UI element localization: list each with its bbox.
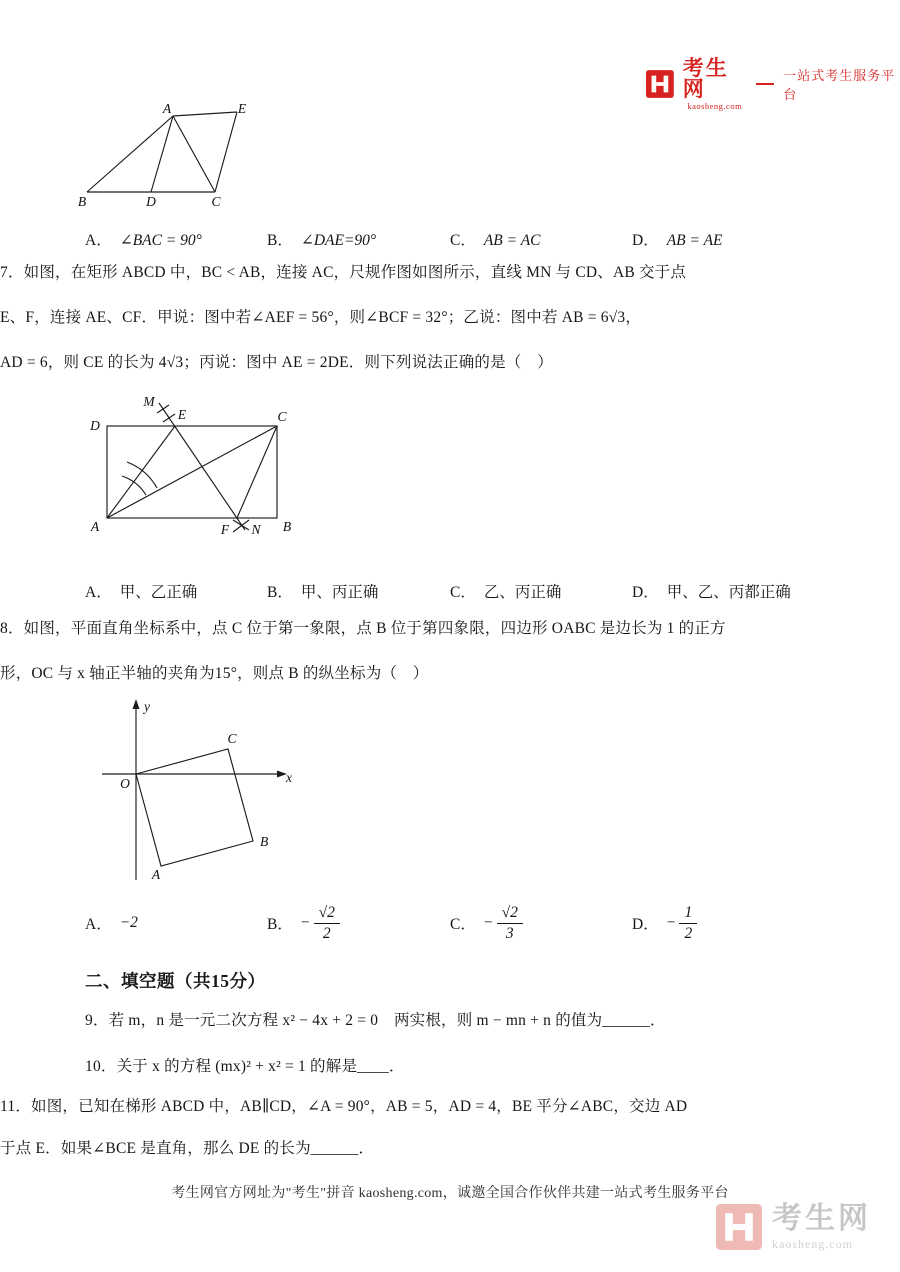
fig3-label-A: A xyxy=(151,867,161,882)
q8-options xyxy=(85,900,825,950)
q8-option-c-label: C． xyxy=(450,916,476,933)
q7-option-a-label: A． xyxy=(85,584,112,601)
fig3-label-C: C xyxy=(227,731,237,746)
fig3-label-B: B xyxy=(260,834,269,849)
q11-line-1: 11．如图，已知在梯形 ABCD 中，AB∥CD，∠A = 90°，AB = 5，AD = 4，BE 平分∠ABC，交边 AD xyxy=(0,1098,688,1115)
fig1-label-E: E xyxy=(237,104,247,116)
square-OABC xyxy=(136,749,253,866)
figure-q8-coordinate-square xyxy=(88,696,298,886)
q6-option-a-text: ∠BAC = 90° xyxy=(119,232,202,249)
q6-option-d xyxy=(632,228,723,250)
q7-option-b-label: B． xyxy=(267,584,293,601)
question-7-text xyxy=(0,250,686,385)
question-11-text xyxy=(0,1086,687,1170)
q7-option-d-text: 甲、乙、丙都正确 xyxy=(666,584,791,601)
brand-text xyxy=(683,58,747,111)
q8-option-c xyxy=(450,900,523,946)
fig1-label-D: D xyxy=(146,194,156,209)
q7-option-c-label: C． xyxy=(450,584,476,601)
q8-option-c-fraction xyxy=(497,904,523,941)
q8-line-1: 8．如图，平面直角坐标系中，点 C 位于第一象限，点 B 位于第四象限，四边形 OABC 是边长为 1 的正方 xyxy=(0,620,726,637)
section-2-title: 二、填空题（共15分） xyxy=(85,971,266,991)
fig2-label-N: N xyxy=(251,522,261,537)
q8-option-a xyxy=(85,900,138,946)
q7-line-3: AD = 6，则 CE 的长为 4√3；丙说：图中 AE = 2DE．则下列说法正确的是（ ） xyxy=(0,354,553,371)
q7-option-d-label: D． xyxy=(632,584,659,601)
fig2-label-C: C xyxy=(277,409,287,424)
fig3-label-y: y xyxy=(144,699,150,714)
q6-option-d-text: AB = AE xyxy=(666,232,723,249)
q8-option-a-label: A． xyxy=(85,916,112,933)
fig1-label-B: B xyxy=(77,194,87,209)
fig2-label-B: B xyxy=(282,519,292,534)
q6-option-a-label: A． xyxy=(85,232,112,249)
q7-option-b-text: 甲、丙正确 xyxy=(300,584,379,601)
y-axis-arrow xyxy=(133,699,140,709)
fig2-lines xyxy=(107,403,277,532)
q8-option-b-label: B． xyxy=(267,916,293,933)
q8-option-b-sign: − xyxy=(300,914,310,931)
q6-option-c-text: AB = AC xyxy=(483,232,541,249)
brand-name: 考生网 xyxy=(682,56,729,101)
question-9-text: 9．若 m，n 是一元二次方程 x² − 4x + 2 = 0 两实根，则 m − mn + n 的值为______． xyxy=(85,1012,666,1029)
q8-option-c-numerator: √2 xyxy=(497,904,523,923)
fig3-label-O: O xyxy=(120,776,130,791)
watermark-text xyxy=(772,1204,871,1250)
brand-logo-icon xyxy=(646,69,674,99)
q6-option-b xyxy=(267,228,376,250)
watermark-domain: kaosheng.com xyxy=(772,1237,853,1251)
watermark xyxy=(716,1204,871,1250)
fig2-label-F: F xyxy=(220,522,230,537)
q6-option-b-text: ∠DAE=90° xyxy=(300,232,377,249)
q8-option-b-fraction xyxy=(314,904,340,941)
q8-line-2: 形，OC 与 x 轴正半轴的夹角为15°，则点 B 的纵坐标为（ ） xyxy=(0,665,429,682)
q8-option-b xyxy=(267,900,340,946)
q8-option-d-numerator: 1 xyxy=(679,904,697,923)
watermark-logo-icon xyxy=(716,1204,762,1250)
q6-option-b-label: B． xyxy=(267,232,293,249)
fig3-axes xyxy=(102,706,282,880)
fig2-label-M: M xyxy=(143,396,155,409)
footer-note: 考生网官方网址为"考生"拼音 kaosheng.com，诚邀全国合作伙伴共建一站式考生服务平台 xyxy=(171,1186,729,1201)
q7-option-a-text: 甲、乙正确 xyxy=(119,584,198,601)
q8-option-b-numerator: √2 xyxy=(314,904,340,923)
q11-line-2: 于点 E．如果∠BCE 是直角，那么 DE 的长为______． xyxy=(0,1140,375,1157)
fig1-label-C: C xyxy=(211,194,221,209)
q8-option-d-denominator: 2 xyxy=(684,924,693,942)
q8-option-b-denominator: 2 xyxy=(322,924,331,942)
q7-option-a xyxy=(85,580,197,602)
q7-option-b xyxy=(267,580,378,602)
watermark-name: 考生网 xyxy=(772,1202,871,1235)
fig3-label-x: x xyxy=(286,770,292,785)
q7-line-2: E、F，连接 AE、CF．甲说：图中若∠AEF = 56°，则∠BCF = 32°；乙说：图中若 AB = 6√3， xyxy=(0,309,642,326)
q8-option-d xyxy=(632,900,697,946)
figure-q7-construction xyxy=(85,396,300,548)
fig1-lines xyxy=(87,112,237,192)
q8-option-d-label: D． xyxy=(632,916,659,933)
q7-option-d xyxy=(632,580,791,602)
q7-option-c-text: 乙、丙正确 xyxy=(483,584,562,601)
brand-domain: kaosheng.com xyxy=(687,101,743,111)
question-10-text: 10．关于 x 的方程 (mx)² + x² = 1 的解是____． xyxy=(85,1058,405,1075)
q8-option-c-denominator: 3 xyxy=(505,924,514,942)
question-8-text xyxy=(0,606,726,696)
q8-option-d-fraction xyxy=(679,904,697,941)
fig2-label-D: D xyxy=(90,418,100,433)
figure-q6-geometry xyxy=(75,104,265,210)
brand-tagline: 一站式考生服务平台 xyxy=(783,68,896,103)
q6-option-d-label: D． xyxy=(632,232,659,249)
fig1-label-A: A xyxy=(162,104,172,116)
fig2-label-E: E xyxy=(177,407,187,422)
q8-option-a-value: −2 xyxy=(119,914,138,931)
q7-line-1: 7．如图，在矩形 ABCD 中，BC < AB，连接 AC，尺规作图如图所示，直线 MN 与 CD、AB 交于点 xyxy=(0,264,687,281)
q7-option-c xyxy=(450,580,561,602)
q6-option-a xyxy=(85,228,202,250)
q8-option-c-sign: − xyxy=(483,914,493,931)
brand-separator xyxy=(756,83,775,85)
brand-header xyxy=(646,58,900,111)
fig2-label-A: A xyxy=(90,519,100,534)
q7-options xyxy=(85,580,825,606)
q6-option-c-label: C． xyxy=(450,232,476,249)
q6-option-c xyxy=(450,228,541,250)
q8-option-d-sign: − xyxy=(666,914,676,931)
